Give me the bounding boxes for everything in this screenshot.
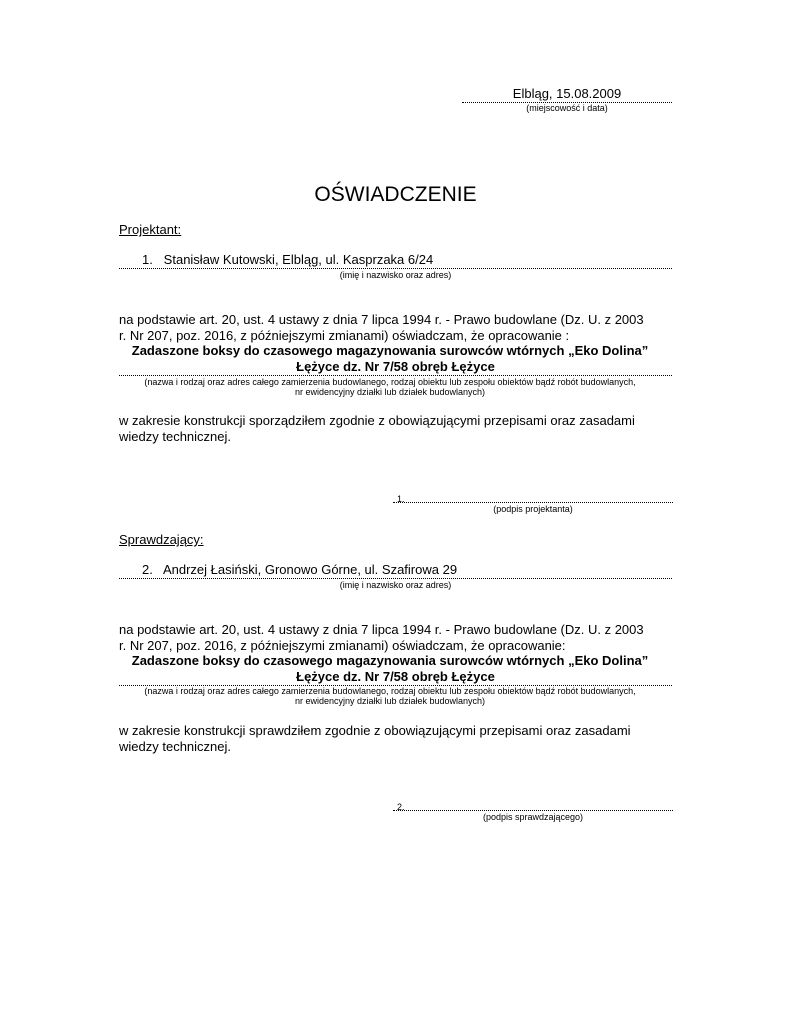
reviewer-statement-line2: wiedzy technicznej. — [119, 739, 231, 754]
designer-signature-number: 1. — [397, 494, 405, 504]
designer-project-caption1: (nazwa i rodzaj oraz adres całego zamierzenia budowlanego, rodzaj obiektu lub zespołu obiektów bądź robót budowlanych, — [144, 377, 636, 387]
place-date-value: Elbląg, 15.08.2009 — [512, 86, 622, 101]
place-date-caption: (miejscowość i data) — [526, 103, 608, 113]
reviewer-project-caption2: nr ewidencyjny działki lub działek budowlanych) — [294, 696, 486, 706]
designer-project-caption2: nr ewidencyjny działki lub działek budowlanych) — [294, 387, 486, 397]
designer-person-caption: (imię i nazwisko oraz adres) — [339, 270, 452, 280]
reviewer-project-caption1: (nazwa i rodzaj oraz adres całego zamierzenia budowlanego, rodzaj obiektu lub zespołu obiektów bądź robót budowlanych, — [144, 686, 636, 696]
reviewer-project-line2 — [119, 669, 672, 686]
designer-project-name — [100, 343, 680, 376]
designer-project-line2-text: Łężyce dz. Nr 7/58 obręb Łężyce — [296, 359, 495, 374]
reviewer-person-caption: (imię i nazwisko oraz adres) — [339, 580, 452, 590]
reviewer-legal-basis-line2: r. Nr 207, poz. 2016, z późniejszymi zmianami) oświadczam, że opracowanie: — [119, 638, 566, 653]
reviewer-section-label: Sprawdzający: — [119, 532, 204, 547]
reviewer-person: 2. Andrzej Łasiński, Gronowo Górne, ul. Szafirowa 29 — [142, 562, 458, 577]
designer-legal-basis — [119, 312, 679, 344]
reviewer-signature-caption: (podpis sprawdzającego) — [482, 812, 584, 822]
designer-statement — [119, 413, 679, 445]
designer-legal-basis-line2: r. Nr 207, poz. 2016, z późniejszymi zmianami) oświadczam, że opracowanie : — [119, 328, 570, 343]
designer-project-line2 — [119, 359, 672, 376]
reviewer-project-name — [100, 653, 680, 686]
designer-legal-basis-line1: na podstawie art. 20, ust. 4 ustawy z dnia 7 lipca 1994 r. - Prawo budowlane (Dz. U. z 2003 — [119, 312, 644, 327]
reviewer-signature-field — [393, 797, 673, 811]
designer-person-field — [119, 252, 672, 269]
designer-signature-caption: (podpis projektanta) — [493, 504, 573, 514]
reviewer-legal-basis — [119, 622, 679, 654]
reviewer-statement-line1: w zakresie konstrukcji sprawdziłem zgodnie z obowiązującymi przepisami oraz zasadami — [119, 723, 631, 738]
designer-signature-field — [393, 489, 673, 503]
reviewer-statement — [119, 723, 679, 755]
designer-project-line1: Zadaszone boksy do czasowego magazynowania surowców wtórnych „Eko Dolina” — [131, 343, 649, 358]
reviewer-project-line1: Zadaszone boksy do czasowego magazynowania surowców wtórnych „Eko Dolina” — [131, 653, 649, 668]
reviewer-project-caption — [100, 686, 680, 706]
reviewer-project-line2-text: Łężyce dz. Nr 7/58 obręb Łężyce — [296, 669, 495, 684]
designer-project-caption — [100, 377, 680, 397]
reviewer-legal-basis-line1: na podstawie art. 20, ust. 4 ustawy z dnia 7 lipca 1994 r. - Prawo budowlane (Dz. U. z 2003 — [119, 622, 644, 637]
reviewer-signature-number: 2. — [397, 802, 405, 812]
designer-statement-line1: w zakresie konstrukcji sporządziłem zgodnie z obowiązującymi przepisami oraz zasadami — [119, 413, 635, 428]
place-date-field — [462, 86, 672, 103]
page-title: OŚWIADCZENIE — [314, 183, 477, 206]
designer-statement-line2: wiedzy technicznej. — [119, 429, 231, 444]
designer-section-label: Projektant: — [119, 222, 182, 237]
designer-person: 1. Stanisław Kutowski, Elbląg, ul. Kasprzaka 6/24 — [142, 252, 434, 267]
reviewer-person-field — [119, 562, 672, 579]
